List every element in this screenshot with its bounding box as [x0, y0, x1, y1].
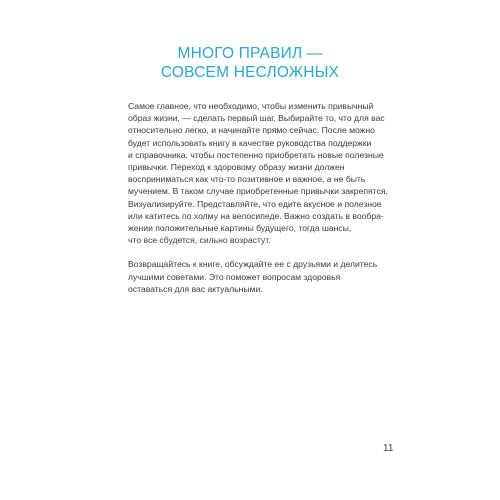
paragraph-line: будет использовать книгу в качестве руководства поддержки [128, 137, 372, 148]
body-text [128, 100, 388, 307]
paragraph-line: восприниматься как что-то позитивное и важное, а не быть [128, 174, 366, 185]
paragraph-2 [128, 258, 388, 295]
paragraph-line: и справочника, чтобы постепенно приобретать новые полезные [128, 149, 384, 160]
paragraph-line: оставаться для вас актуальными. [128, 283, 263, 294]
paragraph-line: мучением. В таком случае приобретенные привычки закрепятся. [128, 186, 388, 197]
paragraph-line: что все сбудется, сильно возрастут. [128, 235, 271, 246]
paragraph-line: жении положительные картины будущего, тогда шансы, [128, 223, 352, 234]
paragraph-line: или катитесь по холму на велосипеде. Важно создать в вообра- [128, 210, 384, 221]
paragraph-line: привычки. Переход к здоровому образу жизни должен [128, 162, 345, 173]
section-heading [0, 44, 500, 82]
paragraph-line: Самое главное, что необходимо, чтобы изменить привычный [128, 101, 374, 111]
heading-line-1: МНОГО ПРАВИЛ — [177, 45, 323, 62]
paragraph-line: образ жизни, — сделать первый шаг. Выбирайте то, что для вас [128, 113, 385, 124]
paragraph-line: Визуализируйте. Представляйте, что едите вкусное и полезное [128, 198, 382, 209]
paragraph-1 [128, 100, 388, 246]
paragraph-line: Возвращайтесь к книге, обсуждайте ее с друзьями и делитесь [128, 259, 378, 270]
paragraph-line: лучшими советами. Это поможет вопросам здоровья [128, 271, 341, 282]
paragraph-line: относительно легко, и начинайте прямо сейчас. После можно [128, 125, 375, 136]
heading-line-2: СОВСЕМ НЕСЛОЖНЫХ [160, 64, 340, 81]
page-number: 11 [383, 443, 394, 454]
